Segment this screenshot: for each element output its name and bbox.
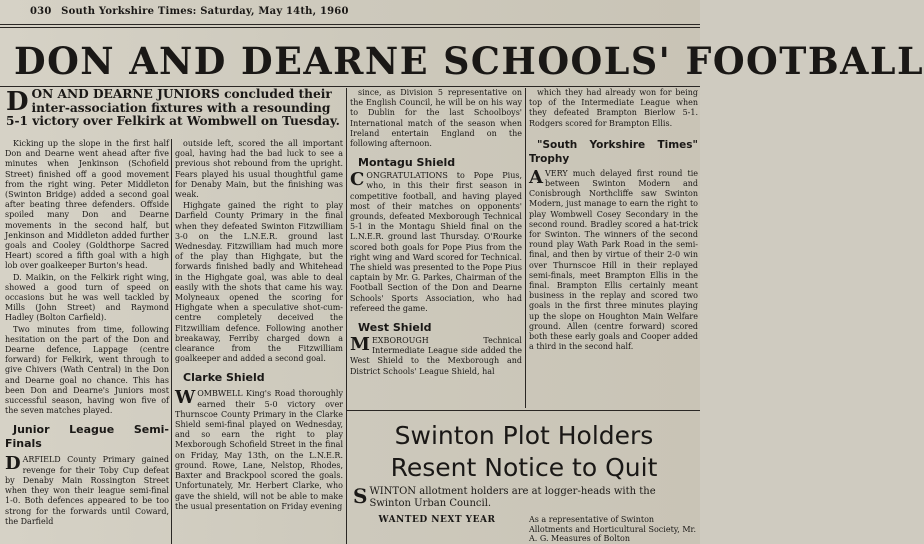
plot-lead-text: WINTON allotment holders are at logger-heads with the Swinton Urban Council. — [369, 486, 656, 509]
plot-lead — [353, 486, 699, 509]
col1-paragraph-3: Two minutes from time, following hesitation on the part of the Don and Dearne defence, Lappage (centre forward) for Felkirk, went through to give Chivers (Wath Central) in the Don and Dearne goal no chance. This has been Don and Dearne's Juniors most successful season, having won five of the seven matches played. — [5, 324, 169, 416]
page-number: 030 — [30, 6, 52, 17]
col2-dropcap: W — [175, 387, 196, 409]
col2-paragraph-3-text: OMBWELL King's Road thoroughly earned their 5-0 victory over Thurnscoe County Primary in the Clarke Shield semi-final played on Wednesday, and so earn the right to play Mexborough Schofield Street in the final on Friday, May 13th, on the L.N.E.R. ground. Rowe, Lane, Nelstop, Rhodes, Baxter and Brackpool scored the goals. Unfortunately, Mr. Herbert Clarke, who gave the shield, will not be able to make the usual presentation on Friday evening — [175, 389, 343, 511]
plot-dropcap: S — [353, 484, 368, 508]
col1-paragraph-4-text: ARFIELD County Primary gained revenge for their Toby Cup defeat by Denaby Main Rossington Street when they won their league semi-final 1-0. Both defences appeared to be too strong for the forwards until Coward, the Darfield — [5, 455, 169, 526]
clarke-shield-heading: Clarke Shield — [183, 371, 265, 385]
lead-text: ON AND DEARNE JUNIORS concluded their inter-association fixtures with a resounding 5-1 victory over Felkirk at Wombwell on Tuesday. — [6, 87, 340, 128]
col3-paragraph-1: since, as Division 5 representative on the English Council, he will be on his way to Dublin for the last Schoolboys' International match of the season when Ireland entertain England on the following afternoon. — [350, 88, 522, 149]
west-shield-heading: West Shield — [358, 321, 432, 335]
montagu-shield-heading: Montagu Shield — [358, 156, 456, 170]
column-rule-1 — [171, 139, 172, 544]
col1-paragraph-4 — [5, 455, 169, 526]
masthead: South Yorkshire Times: Saturday, May 14th, 1960 — [61, 6, 349, 17]
col4-paragraph-2 — [529, 166, 698, 353]
col2-paragraph-1: outside left, scored the all important goal, having had the bad luck to see a previous shot rebound from the upright. Fears played his usual thoughtful game for Denaby Main, but the finishing was weak. — [175, 139, 343, 200]
plot-story — [353, 486, 699, 544]
junior-league-heading: Junior League Semi-Finals — [5, 423, 169, 451]
trophy-heading: "South Yorkshire Times" Trophy — [529, 138, 698, 165]
col1-paragraph-1: Kicking up the slope in the first half Don and Dearne went ahead after five minutes when Jenkinson (Schofield Street) finished off a good movement from the right wing. Peter Middleton (Swinton Bridge) added a second goal after beating three defenders. Offside spoiled many Don and Dearne movements in the second half, but Jenkinson and Middleton added further goals and Cooley (Goldthorpe Sacred Heart) scored a fifth goal with a high lob over goalkeeper Burton's head. — [5, 139, 169, 271]
column-rule-2 — [346, 88, 347, 544]
masthead-line — [30, 6, 430, 20]
column-4 — [529, 88, 698, 408]
col3-paragraph-3 — [350, 336, 522, 377]
lead-dropcap: D — [6, 87, 29, 117]
column-rule-3 — [525, 88, 526, 408]
col3-dropcap-1: C — [350, 169, 365, 191]
plot-side-text: As a representative of Swinton Allotments and Horticultural Society, Mr. A. G. Measures of Bolton — [529, 515, 696, 543]
col2-paragraph-2: Highgate gained the right to play Darfield County Primary in the final when they defeated Swinton Fitzwilliam 3-0 on the L.N.E.R. ground last Wednesday. Fitzwilliam had much more of the play than Highgate, but the forwards finished badly and Whitehead in the Highgate goal, was able to deal easily with the shots that came his way. Molyneaux opened the scoring for Highgate when a speculative shot-cum-centre completely deceived the Fitzwilliam defence. Following another breakaway, Ferriby charged down a clearance from the Fitzwilliam goalkeeper and added a second goal. — [175, 201, 343, 364]
col4-paragraph-2-text: VERY much delayed first round tie between Swinton Modern and Conisbrough Northcliffe saw Swinton Modern, just manage to earn the right to play Wombwell Cosey Secondary in the second round. Bradley scored a hat-trick for Swinton. The winners of the second round play Wath Park Road in the semi-final, and then by virtue of their 2-0 win over Thurnscoe Hill in their replayed semi-finals, meet Brampton Ellis in the final. Brampton Ellis certainly meant business in the replay and scored two goals in the first three minutes playing up the slope on Houghton Main Welfare ground. Allen (centre forward) scored both these early goals and Cooper added a third in the second half. — [529, 168, 698, 352]
col3-paragraph-3-text: EXBOROUGH Technical Intermediate League side added the West Shield to the Mexborough and District Schools' League Shield, hal — [350, 336, 522, 376]
column-3 — [350, 88, 522, 408]
col3-paragraph-2-text: ONGRATULATIONS to Pope Pius, who, in this their first season in competitive football, and having played most of their matches on opponents' grounds, defeated Mexborough Technical 5-1 in the Montagu Shield final on the L.N.E.R. ground last Thursday. O'Rourke scored both goals for Pope Pius from the right wing and Ward scored for Technical. The shield was presented to the Pope Pius captain by Mr. G. Parkes, Chairman of the Football Section of the Don and Dearne Schools' Sports Association, who had refereed the game. — [350, 171, 522, 313]
column-1 — [5, 139, 169, 544]
col2-paragraph-3 — [175, 389, 343, 511]
wanted-next-year-heading: WANTED NEXT YEAR — [378, 515, 496, 525]
col4-dropcap: A — [529, 166, 543, 188]
top-rule-2 — [0, 27, 700, 28]
lead-paragraph — [6, 88, 344, 136]
col4-paragraph-1: which they had already won for being top of the Intermediate League when they defeated Brampton Bierlow 5-1. Rodgers scored for Brampton Ellis. — [529, 88, 698, 128]
plot-top-rule — [346, 410, 700, 411]
column-2 — [175, 139, 343, 544]
col1-dropcap: D — [5, 453, 21, 475]
col3-paragraph-2 — [350, 171, 522, 314]
top-rule — [0, 24, 700, 25]
col1-paragraph-2: D. Maikin, on the Felkirk right wing, showed a good turn of speed on occasions but he was well tackled by Mills (John Street) and Raymond Hadley (Bolton Carfield). — [5, 272, 169, 323]
col3-dropcap-2: M — [350, 334, 370, 356]
page-headline: DON AND DEARNE SCHOOLS' FOOTBALL — [14, 39, 924, 83]
plot-headline: Swinton Plot Holders Resent Notice to Quit — [390, 421, 658, 482]
